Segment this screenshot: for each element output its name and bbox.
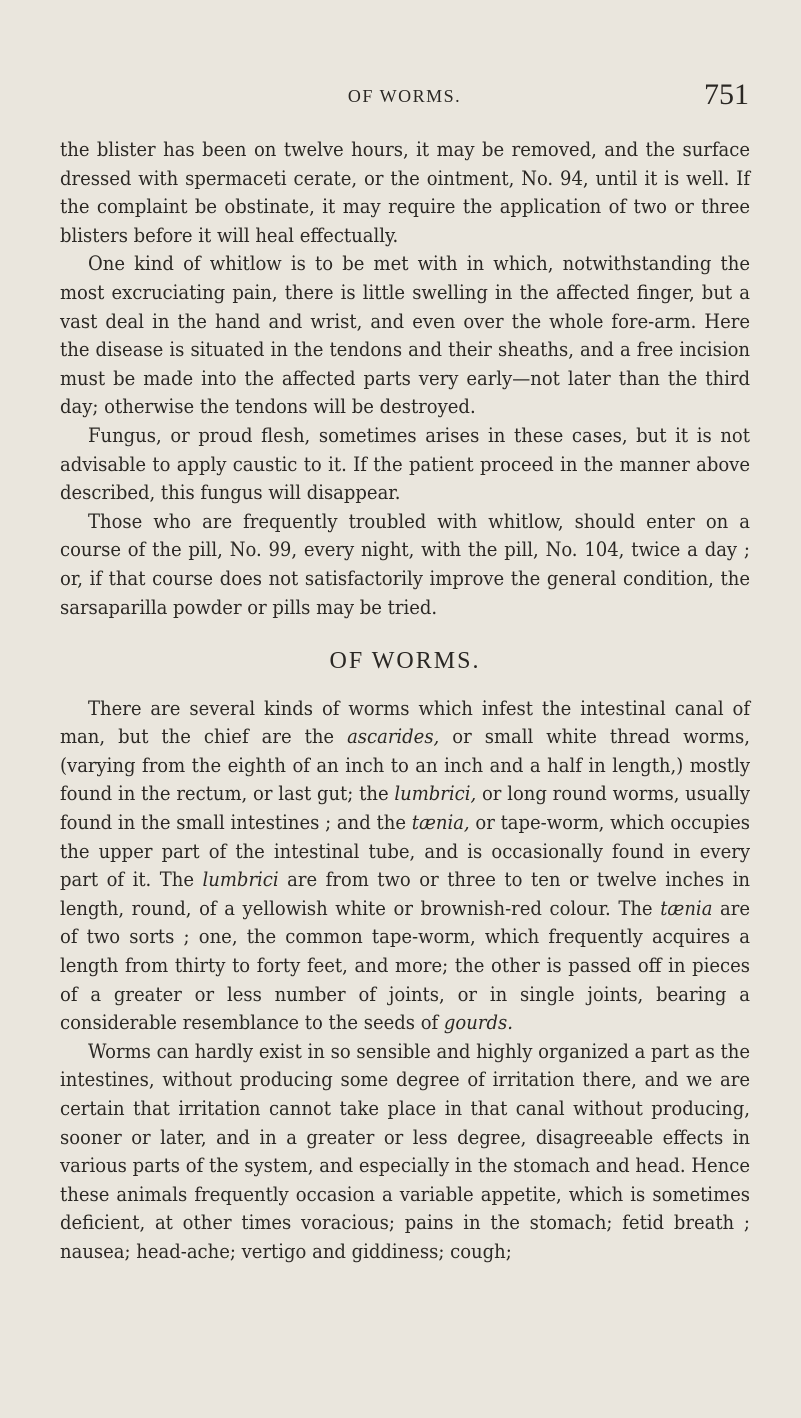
paragraph-pill-course: Those who are frequently troubled with whitlow, should enter on a course of the pill, No. 99, every night, with the pill, No. 104, twice a day ; or, if that course does not satisfactorily improve the general condition, the sarsaparilla powder or pills may be tried. <box>60 508 750 619</box>
paragraph-blister: the blister has been on twelve hours, it may be removed, and the surface dressed with spermaceti cerate, or the ointment, No. 94, until it is well. If the complaint be obstinate, it may require the application of two or three blisters before it will heal effectually. <box>60 137 750 247</box>
term-lumbrici: lumbrici, <box>394 781 477 806</box>
paragraph-worm-effects: Worms can hardly exist in so sensible and highly organized a part as the intestines, without producing some degree of irritation there, and we are certain that irritation cannot take place in that canal without producing, sooner or later, and in a greater or less degree, disagreeable effects in various parts of the system, and especially in the stomach and head. Hence these animals frequently occasion a variable appetite, which is sometimes deficient, at other times voracious; pains in the stomach; fetid breath ; nausea; head-ache; vertigo and giddiness; cough; <box>60 1038 750 1263</box>
text-run: are of two sorts ; one, the common tape-worm, which frequently acquires a length from thirty to forty feet, and more; the other is passed off in pieces of a greater or less number of joints, or in single joints, bearing a considerable resemblance to the seeds of <box>60 895 751 1035</box>
term-taenia: tænia <box>660 895 713 920</box>
paragraph-whitlow-kind: One kind of whitlow is to be met with in which, notwithstanding the most excruciating pain, there is little swelling in the affected finger, but a vast deal in the hand and wrist, and even over the whole fore-arm. Here the disease is situated in the tendons and their sheaths, and a free incision must be made into the affected parts very early—not later than the third day; otherwise the tendons will be destroyed. <box>60 251 750 419</box>
body-text <box>60 135 750 1266</box>
paragraph-worm-kinds <box>60 694 750 1037</box>
term-gourds: gourds. <box>443 1010 513 1035</box>
term-ascarides: ascarides, <box>347 724 440 749</box>
text-run: or long round worms, usually found in the small intestines ; and the <box>60 781 750 835</box>
running-head: OF WORMS. <box>347 86 462 106</box>
term-lumbrici: lumbrici <box>202 867 279 892</box>
paragraph-fungus: Fungus, or proud flesh, sometimes arises in these cases, but it is not advisable to apply caustic to it. If the patient proceed in the manner above described, this fungus will disappear. <box>60 422 750 505</box>
text-run: There are several kinds of worms which infest the intestinal canal of man, but the chief are the <box>60 695 750 749</box>
page-header <box>60 72 749 112</box>
text-run: or tape-worm, which occupies the upper part of the intestinal tube, and is occasionally found in every part of it. The <box>60 810 750 892</box>
section-heading: OF WORMS. <box>329 648 481 675</box>
text-run: or small white thread worms, (varying from the eighth of an inch to an inch and a half in length,) mostly found in the rectum, or last gut; the <box>60 724 750 806</box>
term-taenia: tænia, <box>411 810 470 835</box>
page-number: 751 <box>704 78 749 111</box>
text-run: are from two or three to ten or twelve inches in length, round, of a yellowish white or brownish-red colour. The <box>60 867 750 920</box>
